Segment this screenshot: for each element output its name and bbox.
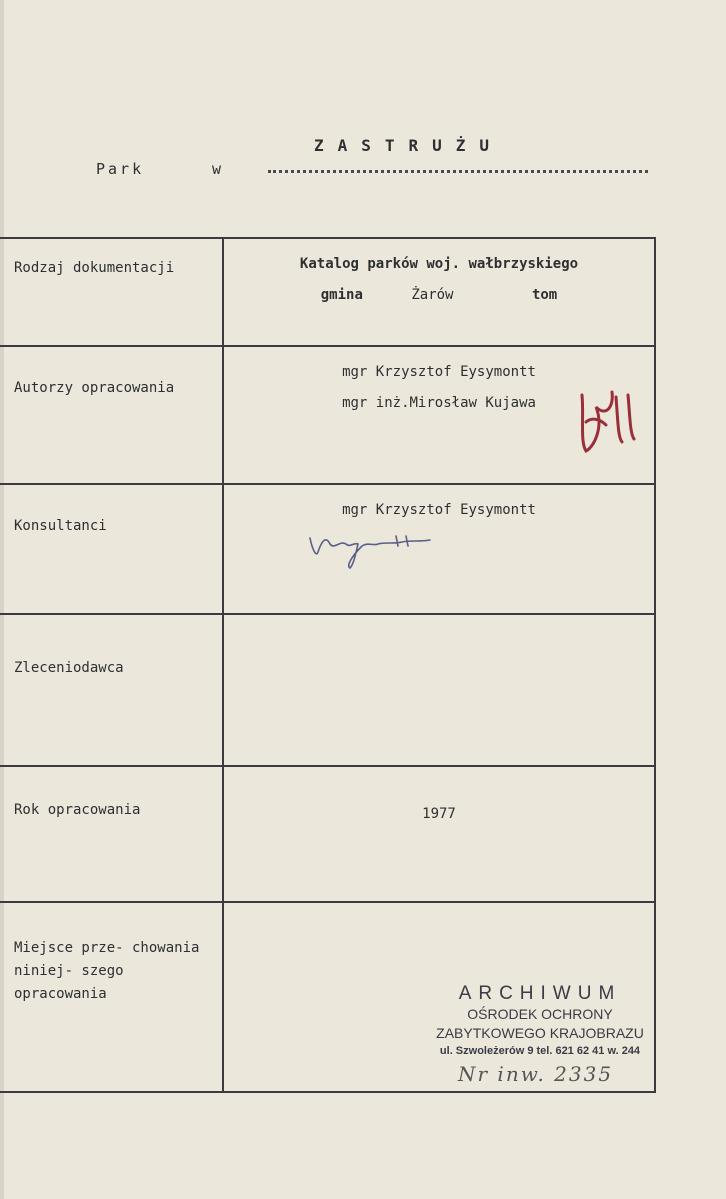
- park-label: Park: [96, 160, 145, 178]
- documentation-table: [0, 237, 656, 1093]
- stamp-line-4: ul. Szwoleżerów 9 tel. 621 62 41 w. 244: [439, 1045, 641, 1057]
- row-label: Konsultanci: [0, 484, 223, 614]
- archive-stamp: [430, 983, 650, 1060]
- place-name: ZASTRUŻU: [314, 136, 504, 155]
- catalog-title: Katalog parków woj. wałbrzyskiego: [299, 256, 579, 272]
- row-label: Rodzaj dokumentacji: [0, 238, 223, 346]
- w-label: w: [212, 160, 222, 178]
- table-row: [0, 766, 655, 902]
- row-value: [223, 346, 655, 484]
- author-1: mgr Krzysztof Eysymontt: [342, 364, 536, 380]
- row-value: 1977: [223, 766, 655, 902]
- consultant: mgr Krzysztof Eysymontt: [342, 502, 536, 518]
- header: [0, 0, 726, 200]
- tom-label: tom: [531, 287, 558, 303]
- table-row: [0, 614, 655, 766]
- row-label: Autorzy opracowania: [0, 346, 223, 484]
- row-label: Zleceniodawca: [0, 614, 223, 766]
- row-value: [223, 238, 655, 346]
- stamp-line-2: OŚRODEK OCHRONY: [467, 1006, 613, 1022]
- row-label: Miejsce prze- chowania niniej- szego opracowania: [0, 902, 223, 1092]
- gmina-label: gmina: [320, 287, 363, 303]
- table-row: [0, 484, 655, 614]
- author-2: mgr inż.Mirosław Kujawa: [342, 395, 536, 411]
- blue-signature-icon: [306, 530, 436, 570]
- row-label: Rok opracowania: [0, 766, 223, 902]
- row-value: [223, 614, 655, 766]
- signature-area: [224, 526, 654, 566]
- stamp-line-3: ZABYTKOWEGO KRAJOBRAZU: [436, 1025, 644, 1041]
- gmina-line: [224, 280, 654, 311]
- red-signature-icon: [572, 387, 644, 457]
- inventory-number: Nr inw. 2335: [458, 1062, 614, 1086]
- table-row: [0, 238, 655, 346]
- stamp-line-1: ARCHIWUM: [458, 983, 622, 1004]
- dotted-line: [268, 170, 648, 173]
- table-row: [0, 346, 655, 484]
- gmina-value: Żarów: [411, 287, 454, 303]
- row-value: [223, 484, 655, 614]
